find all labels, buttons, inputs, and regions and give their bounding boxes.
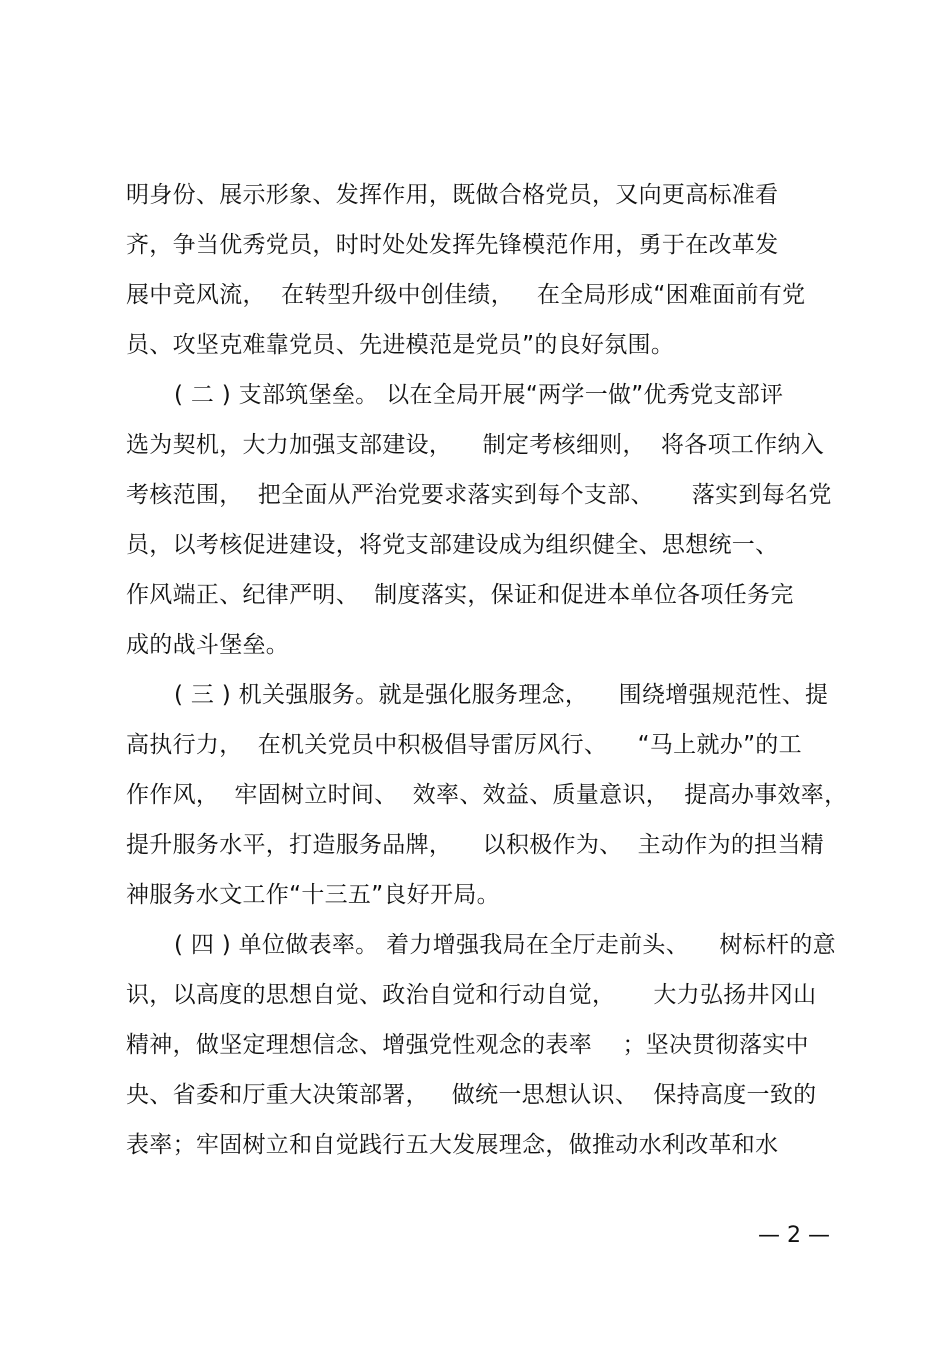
text-line: 神服务水文工作“十三五”良好开局。	[126, 882, 500, 908]
text-line: 提升服务水平，打造服务品牌， 以积极作为、 主动作为的担当精	[126, 832, 825, 858]
page-number: — 2 —	[758, 1223, 830, 1248]
text-line: 考核范围， 把全面从严治党要求落实到每个支部、 落实到每名党	[126, 482, 832, 508]
text-line: 识，以高度的思想自觉、政治自觉和行动自觉， 大力弘扬井冈山	[126, 982, 817, 1008]
text-line: 作风端正、纪律严明、 制度落实，保证和促进本单位各项任务完	[126, 582, 794, 608]
text-line: 齐，争当优秀党员，时时处处发挥先锋模范作用，勇于在改革发	[126, 232, 779, 258]
text-line: 高执行力， 在机关党员中积极倡导雷厉风行、 “马上就办”的工	[126, 732, 802, 758]
text-line: 明身份、展示形象、发挥作用，既做合格党员，又向更高标准看	[126, 182, 779, 208]
text-line: 展中竞风流， 在转型升级中创佳绩， 在全局形成“困难面前有党	[126, 282, 806, 308]
section-heading-line: ( 二 ) 支部筑堡垒。 以在全局开展“两学一做”优秀党支部评	[174, 382, 784, 408]
section-heading-line: ( 三 ) 机关强服务。就是强化服务理念， 围绕增强规范性、提	[174, 682, 829, 708]
text-line: 央、省委和厅重大决策部署， 做统一思想认识、 保持高度一致的	[126, 1082, 817, 1108]
section-heading-line: ( 四 ) 单位做表率。 着力增强我局在全厅走前头、 树标杆的意	[174, 932, 836, 958]
text-line: 精神，做坚定理想信念、增强党性观念的表率 ；坚决贯彻落实中	[126, 1032, 809, 1058]
text-line: 员、攻坚克难靠党员、先进模范是党员”的良好氛围。	[126, 332, 675, 358]
text-line: 选为契机，大力加强支部建设， 制定考核细则， 将各项工作纳入	[126, 432, 825, 458]
text-line: 成的战斗堡垒。	[126, 632, 290, 658]
text-line: 作作风， 牢固树立时间、 效率、效益、质量意识， 提高办事效率，	[126, 782, 848, 808]
text-line: 员，以考核促进建设，将党支部建设成为组织健全、思想统一、	[126, 532, 779, 558]
text-line: 表率；牢固树立和自觉践行五大发展理念，做推动水利改革和水	[126, 1132, 779, 1158]
